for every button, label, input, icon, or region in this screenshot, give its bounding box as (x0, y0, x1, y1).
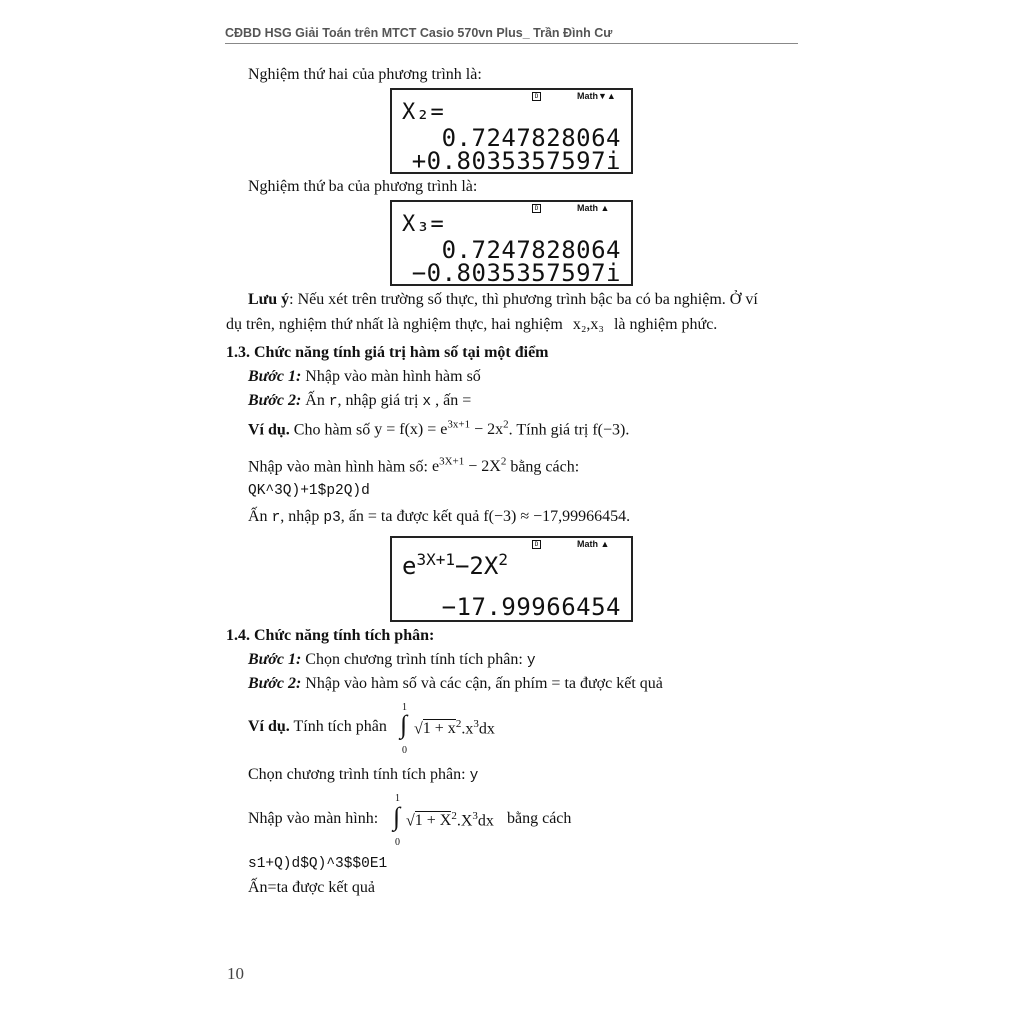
screen-line-2: +0.8035357597i (411, 147, 621, 175)
integrand-1: $√1 + x^2.x^3dx$ (414, 718, 495, 738)
step-text: , nhập giá trị (337, 392, 423, 409)
example-label: Ví dụ. (248, 421, 290, 439)
eval-formula: f(−3). (592, 421, 630, 439)
input-tail-2: bằng cách (507, 810, 572, 827)
header-divider (225, 43, 798, 44)
example-text: Cho hàm số (289, 421, 375, 439)
integral-lower-bound: 0 (395, 837, 400, 848)
running-header: CĐBD HSG Giải Toán trên MTCT Casio 570vn Plus_ Trần Đình Cư (225, 26, 613, 40)
screen-expression: $e^{3X+1}-2X^2$ (402, 550, 508, 580)
note-text: : Nếu xét trên trường số thực, thì phương trình bậc ba có ba nghiệm. Ở ví (289, 291, 758, 308)
choose-program: Chọn chương trình tính tích phân: y (248, 766, 479, 784)
instruction-text: Nhập vào màn hình hàm số: (248, 458, 428, 476)
math-indicator: Math▼▲ (577, 91, 616, 101)
step-text: , ấn = (431, 392, 472, 409)
input-instruction-1 (248, 456, 579, 476)
calculator-screen-x3 (390, 200, 633, 286)
key-calc: r (328, 394, 338, 410)
step-label: Bước 1: (248, 368, 302, 385)
note-label: Lưu ý (248, 291, 290, 308)
screen-label: X₂= (402, 100, 445, 125)
screen-line-1: 0.7247828064 (441, 236, 621, 264)
note-text-2b: là nghiệm phức. (613, 316, 718, 333)
text-second-root: Nghiệm thứ hai của phương trình là: (248, 66, 482, 83)
step-text: Nhập vào màn hình hàm số (301, 368, 481, 385)
example-2: Ví dụ. Tính tích phân (248, 718, 387, 735)
step1-1-4: Bước 1: Chọn chương trình tính tích phân: y (248, 651, 536, 669)
integral-sign-icon: ∫ (400, 710, 408, 739)
text-third-root: Nghiệm thứ ba của phương trình là: (248, 178, 478, 195)
math-indicator: Math ▲ (577, 539, 610, 549)
step2-1-3 (248, 392, 471, 410)
section-heading-1-3: 1.3. Chức năng tính giá trị hàm số tại một điểm (226, 344, 549, 361)
example-text: . Tính giá trị (508, 421, 593, 439)
press-instruction-1: Ấn r, nhập p3, ấn = ta được kết quả f(−3) ≈ −17,99966454. (248, 508, 631, 526)
screen-label: X₃= (402, 212, 445, 237)
input-instruction-2: Nhập vào màn hình: (248, 810, 379, 827)
integral-lower-bound: 0 (402, 745, 407, 756)
screen-result: −17.99966454 (441, 593, 621, 621)
final-instruction: Ấn=ta được kết quả (248, 879, 376, 896)
note-paragraph-line1 (248, 291, 758, 309)
screen-line-1: 0.7247828064 (441, 124, 621, 152)
screen-line-2: −0.8035357597i (411, 259, 621, 287)
integral-upper-bound: 1 (402, 702, 407, 713)
keystrokes-1: QK^3Q)+1$p2Q)d (248, 483, 370, 499)
status-box-icon: D (532, 92, 541, 101)
key-x: x (422, 394, 432, 410)
integral-sign-icon: ∫ (393, 802, 401, 831)
section-heading-1-4: 1.4. Chức năng tính tích phân: (226, 627, 435, 644)
status-box-icon: D (532, 204, 541, 213)
function-formula: $y = f(x) = e^{3x+1} - 2x^2$ (374, 419, 509, 439)
calculator-screen-fx (390, 536, 633, 622)
note-text-2a: dụ trên, nghiệm thứ nhất là nghiệm thực, hai nghiệm (226, 316, 563, 333)
note-paragraph-line2 (226, 316, 717, 334)
integral-upper-bound: 1 (395, 793, 400, 804)
math-x2-x3: x₂,x₃ (572, 316, 604, 333)
step-text: Ấn (301, 392, 329, 409)
instruction-text: bằng cách: (506, 458, 580, 476)
result-approx: f(−3) ≈ −17,99966454. (483, 508, 631, 525)
integrand-2: $√1 + X^2.X^3dx$ (406, 810, 494, 830)
page-number: 10 (227, 964, 244, 983)
step1-1-3 (248, 368, 481, 386)
keystrokes-2: s1+Q)d$Q)^3$$0E1 (248, 856, 388, 872)
screen-expression: $e^{3X+1} - 2X^2$ (431, 456, 507, 476)
example-1 (248, 419, 629, 439)
math-indicator: Math ▲ (577, 203, 610, 213)
status-box-icon: D (532, 540, 541, 549)
step-label: Bước 2: (248, 392, 302, 409)
step2-1-4: Bước 2: Nhập vào hàm số và các cận, ấn phím = ta được kết quả (248, 675, 663, 692)
calculator-screen-x2 (390, 88, 633, 174)
